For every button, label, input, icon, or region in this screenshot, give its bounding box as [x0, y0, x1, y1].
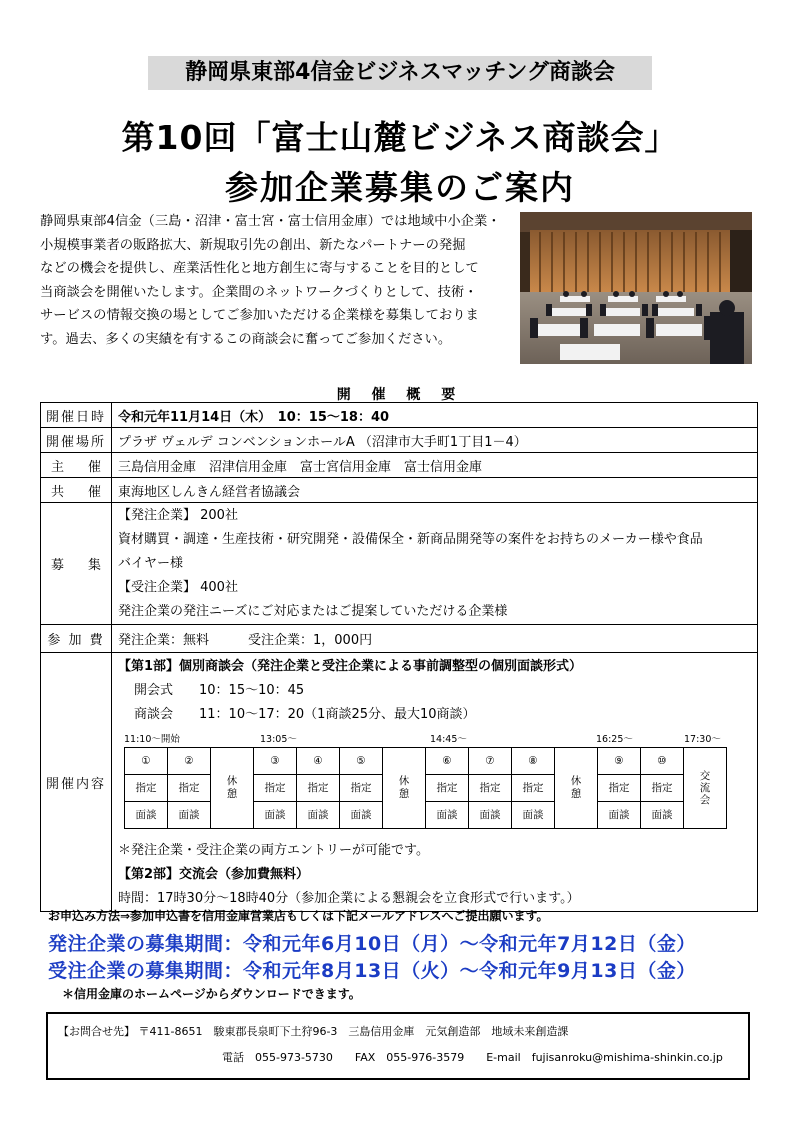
host-label-second: 催 — [87, 459, 101, 475]
host-label-first: 主 — [51, 459, 65, 475]
slot-line1: 指定 — [168, 775, 211, 802]
exchange-cell — [684, 748, 727, 829]
cohost-label — [41, 478, 112, 503]
intro-line: 当商談会を開催いたします。企業間のネットワークづくりとして、技術・ — [40, 284, 478, 300]
slot-number: ③ — [254, 748, 297, 775]
fee-label: 参 加 費 — [41, 625, 112, 653]
slot-line1: 指定 — [254, 775, 297, 802]
organizer-banner: 静岡県東部4信金ビジネスマッチング商談会 — [148, 56, 652, 90]
slot-number: ④ — [297, 748, 340, 775]
slot-line1: 指定 — [297, 775, 340, 802]
date-label: 開催日時 — [41, 403, 112, 428]
contact-box — [46, 1012, 750, 1080]
schedule-time: 13:05～ — [260, 734, 297, 745]
download-note: ＊信用金庫のホームページからダウンロードできます。 — [62, 987, 361, 1001]
slot-number: ⑥ — [426, 748, 469, 775]
recruit-line: 発注企業の発注ニーズにご対応またはご提案していただける企業様 — [118, 603, 508, 619]
part2-time: 時間：17時30分～18時40分（参加企業による懇親会を立食形式で行います。） — [118, 891, 580, 906]
schedule-time: 11:10～開始 — [124, 734, 180, 745]
break-cell — [211, 748, 254, 829]
slot-line1: 指定 — [512, 775, 555, 802]
contact-phone-email: 電話 055-973-5730 FAX 055-976-3579 E-mail fujisanroku@mishima-shinkin.co.jp — [222, 1051, 723, 1064]
table-row — [41, 428, 758, 453]
slot-number: ⑦ — [469, 748, 512, 775]
table-row — [41, 403, 758, 428]
period-receiving: 受注企業の募集期間：令和元年8月13日（火）～令和元年9月13日（金） — [48, 960, 696, 982]
content-label: 開催内容 — [41, 653, 112, 912]
slot-line1: 指定 — [469, 775, 512, 802]
intro-line: などの機会を提供し、産業活性化と地方創生に寄与することを目的として — [40, 261, 479, 277]
recruit-value — [112, 503, 758, 625]
intro-line: サービスの情報交換の場としてご参加いただける企業様を募集しておりま — [40, 308, 479, 324]
host-value: 三島信用金庫 沼津信用金庫 富士宮信用金庫 富士信用金庫 — [112, 453, 758, 478]
venue-value: プラザ ヴェルデ コンベンションホールA （沼津市大手町1丁目1－4） — [112, 428, 758, 453]
slot-number: ⑧ — [512, 748, 555, 775]
recruit-line: 【受注企業】 400社 — [118, 579, 238, 595]
break-cell — [383, 748, 426, 829]
intro-paragraph — [40, 210, 515, 352]
table-row — [41, 478, 758, 503]
slot-number: ② — [168, 748, 211, 775]
slot-line2: 面談 — [641, 802, 684, 829]
entry-note: ＊発注企業・受注企業の両方エントリーが可能です。 — [118, 843, 429, 858]
break-cell — [555, 748, 598, 829]
event-hall-photo — [520, 212, 752, 364]
slot-line2: 面談 — [426, 802, 469, 829]
exchange-label: 交流会 — [699, 770, 711, 806]
schedule-number-row — [125, 748, 727, 775]
recruit-label — [41, 503, 112, 625]
table-row — [41, 625, 758, 653]
slot-line1: 指定 — [641, 775, 684, 802]
fee-value: 発注企業：無料 受注企業：1，000円 — [112, 625, 758, 653]
host-label — [41, 453, 112, 478]
schedule-times — [124, 731, 724, 745]
slot-number: ⑩ — [641, 748, 684, 775]
recruit-line: 資材購買・調達・生産技術・研究開発・設備保全・新商品開発等の案件をお持ちのメーカー様や食品 — [118, 531, 703, 547]
slot-line2: 面談 — [340, 802, 383, 829]
slot-line1: 指定 — [598, 775, 641, 802]
schedule-area — [118, 727, 751, 839]
overview-heading: 開 催 概 要 — [336, 387, 464, 403]
slot-number: ① — [125, 748, 168, 775]
recruit-line: バイヤー様 — [118, 555, 184, 571]
table-row — [41, 453, 758, 478]
apply-note: お申込み方法⇒参加申込書を信用金庫営業店もしくは下記メールアドレスへご提出願います。 — [48, 909, 549, 923]
schedule-time: 16:25～ — [596, 734, 633, 745]
schedule-time: 14:45～ — [430, 734, 467, 745]
recruit-label-first: 募 — [51, 558, 65, 573]
slot-line2: 面談 — [168, 802, 211, 829]
slot-line1: 指定 — [340, 775, 383, 802]
intro-line: 小規模事業者の販路拡大、新規取引先の創出、新たなパートナーの発掘 — [40, 237, 466, 253]
break-label: 休憩 — [226, 775, 238, 800]
recruit-label-second: 集 — [87, 558, 101, 573]
page-subtitle: 参加企業募集のご案内 — [225, 168, 575, 207]
content-value — [112, 653, 758, 912]
part1-meeting: 商談会 11：10～17：20（1商談25分、最大10商談） — [134, 707, 476, 722]
slot-line2: 面談 — [254, 802, 297, 829]
slot-line2: 面談 — [512, 802, 555, 829]
contact-address: 【お問合せ先】 〒411-8651 駿東郡長泉町下土狩96-3 三島信用金庫 元気創造部 地域未来創造課 — [58, 1025, 569, 1038]
slot-line1: 指定 — [426, 775, 469, 802]
intro-line: 静岡県東部4信金（三島・沼津・富士宮・富士信用金庫）では地域中小企業・ — [40, 214, 501, 229]
break-label: 休憩 — [398, 775, 410, 800]
slot-line2: 面談 — [598, 802, 641, 829]
intro-line: す。過去、多くの実績を有するこの商談会に奮ってご参加ください。 — [40, 331, 452, 347]
schedule-time: 17:30～ — [684, 734, 721, 745]
break-label: 休憩 — [570, 775, 582, 800]
part2-title: 【第2部】交流会（参加費無料） — [118, 867, 310, 882]
date-value: 令和元年11月14日（木） 10：15～18：40 — [112, 403, 758, 428]
cohost-label-first: 共 — [51, 484, 65, 500]
period-ordering: 発注企業の募集期間：令和元年6月10日（月）～令和元年7月12日（金） — [48, 933, 696, 955]
part1-title: 【第1部】個別商談会（発注企業と受注企業による事前調整型の個別面談形式） — [118, 659, 583, 674]
slot-number: ⑤ — [340, 748, 383, 775]
page-title: 第10回「富士山麓ビジネス商談会」 — [121, 118, 679, 157]
part1-opening: 開会式 10：15～10：45 — [134, 683, 305, 698]
table-row — [41, 503, 758, 625]
event-hall-photo-image — [520, 212, 752, 364]
slot-line2: 面談 — [469, 802, 512, 829]
recruit-line: 【発注企業】 200社 — [118, 507, 238, 523]
slot-line1: 指定 — [125, 775, 168, 802]
table-row — [41, 653, 758, 912]
cohost-value: 東海地区しんきん経営者協議会 — [112, 478, 758, 503]
slot-line2: 面談 — [297, 802, 340, 829]
venue-label: 開催場所 — [41, 428, 112, 453]
overview-table — [40, 402, 758, 912]
cohost-label-second: 催 — [87, 484, 101, 500]
slot-number: ⑨ — [598, 748, 641, 775]
slot-line2: 面談 — [125, 802, 168, 829]
schedule-table — [124, 747, 727, 829]
